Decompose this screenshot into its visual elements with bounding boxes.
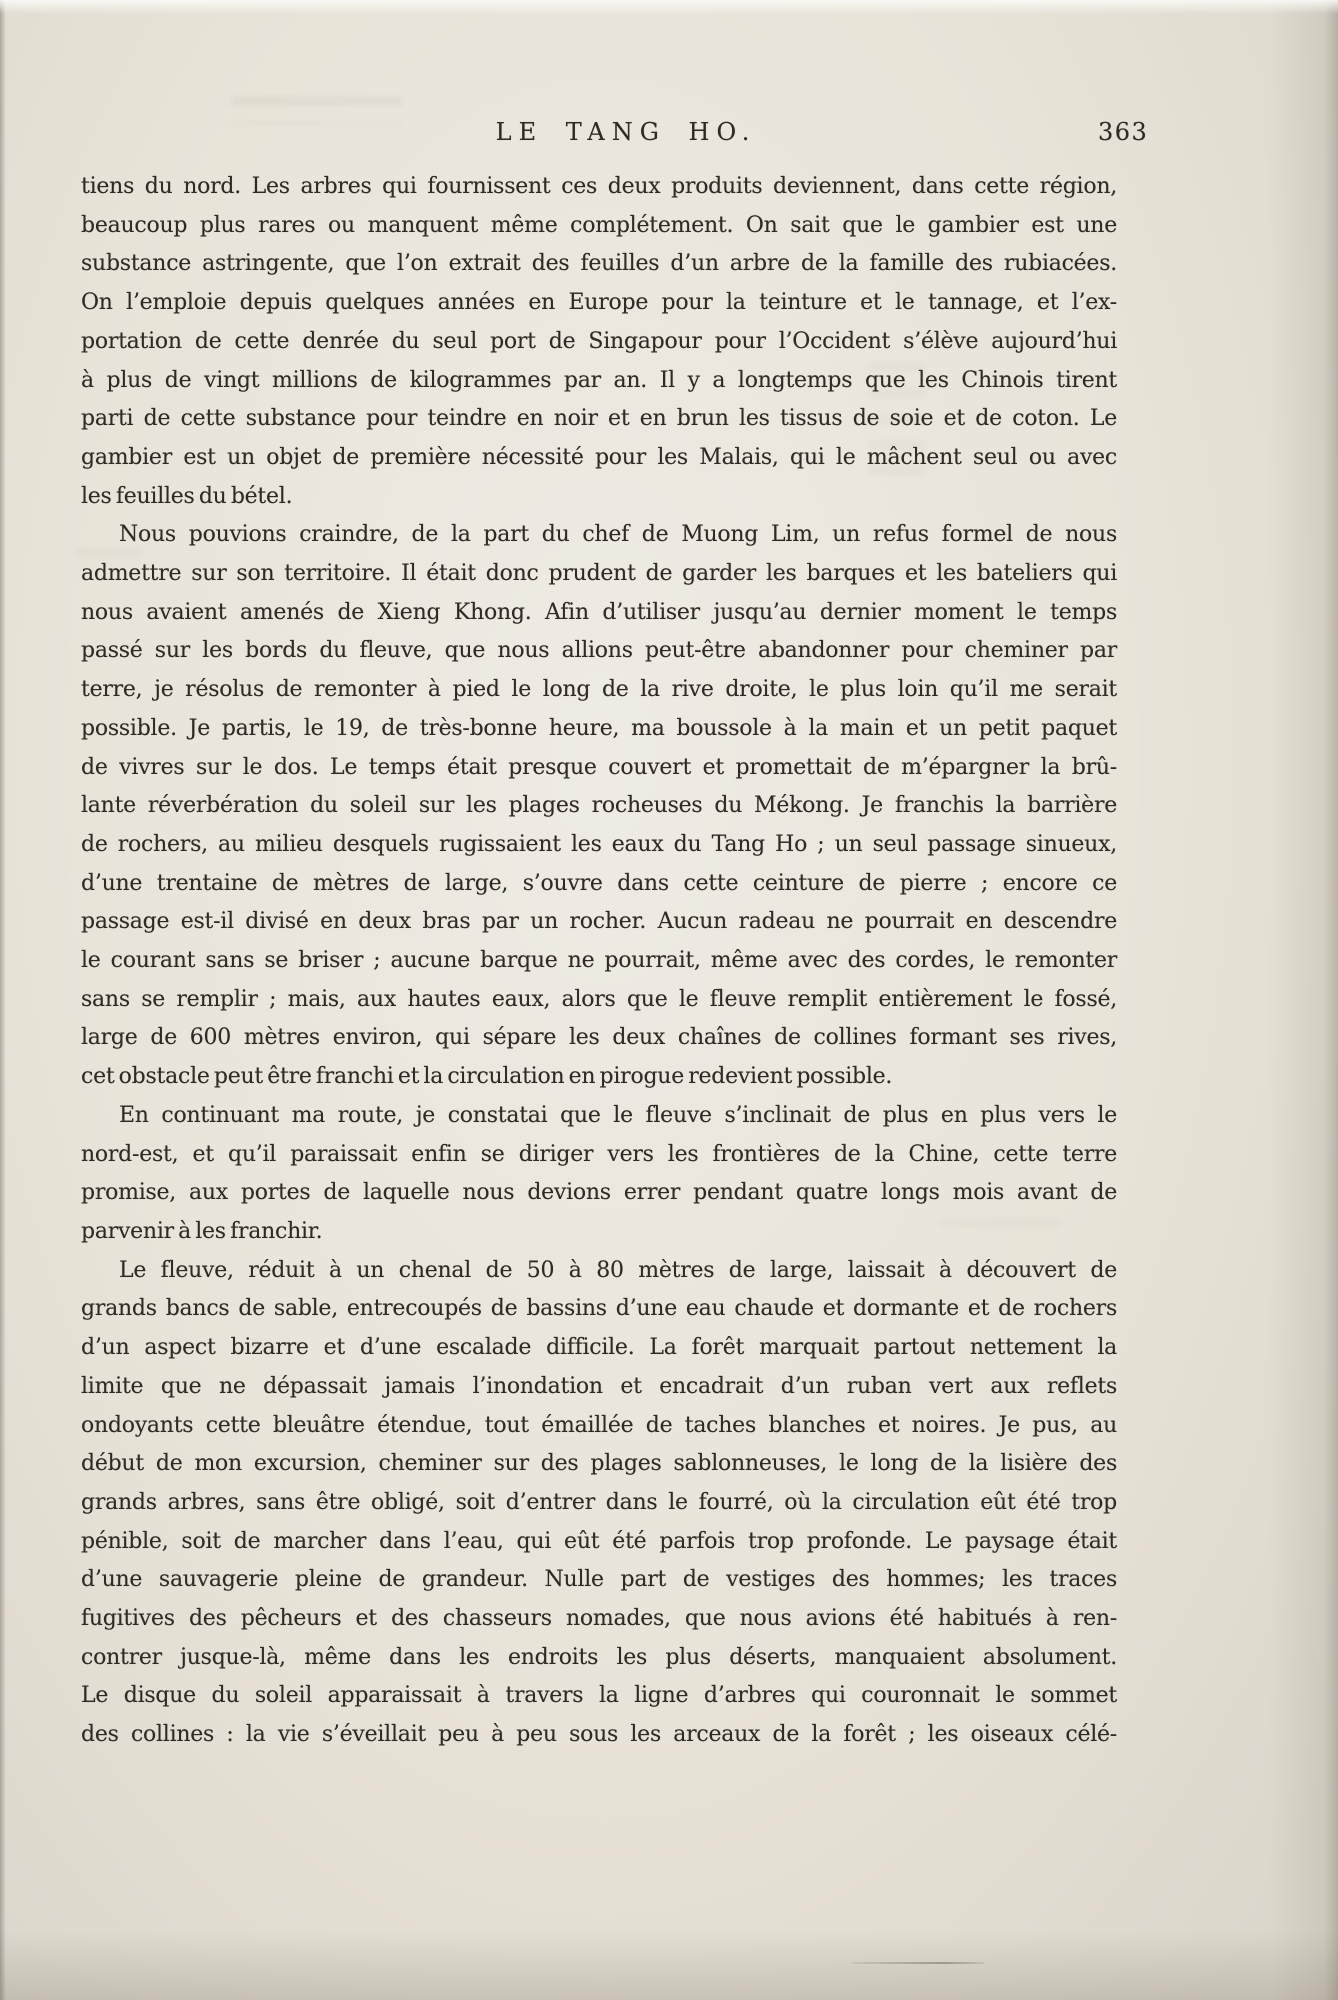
text-line: grands arbres, sans être obligé, soit d’entrer dans le fourré, où la circulation eût été trop — [81, 1489, 1117, 1515]
text-line: d’une sauvagerie pleine de grandeur. Nulle part de vestiges des hommes; les traces — [81, 1567, 1117, 1593]
paragraph — [81, 168, 1117, 516]
text-line: promise, aux portes de laquelle nous devions errer pendant quatre longs mois avant de — [81, 1180, 1117, 1206]
paragraph — [81, 516, 1117, 1097]
text-line: portation de cette denrée du seul port de Singapour pour l’Occident s’élève aujourd’hui — [81, 328, 1117, 354]
bleed-through-ghost — [868, 362, 926, 480]
text-line: d’un aspect bizarre et d’une escalade difficile. La forêt marquait partout nettement la — [81, 1335, 1117, 1361]
text-line: passage est-il divisé en deux bras par un rocher. Aucun radeau ne pourrait en descendre — [81, 909, 1117, 935]
text-line: En continuant ma route, je constatai que le fleuve s’inclinait de plus en plus vers le — [119, 1102, 1117, 1128]
text-line: fugitives des pêcheurs et des chasseurs nomades, que nous avions été habitués à ren- — [81, 1606, 1117, 1632]
text-line: à plus de vingt millions de kilogrammes par an. Il y a longtemps que les Chinois tirent — [81, 367, 1117, 393]
text-line: large de 600 mètres environ, qui sépare les deux chaînes de collines formant ses rives, — [81, 1025, 1117, 1051]
scan-artifact-dash — [852, 1962, 984, 1964]
text-line: grands bancs de sable, entrecoupés de bassins d’une eau chaude et dormante et de rochers — [81, 1296, 1117, 1322]
text-line: contrer jusque-là, même dans les endroits les plus déserts, manquaient absolument. — [81, 1644, 1117, 1670]
text-line: On l’emploie depuis quelques années en Europe pour la teinture et le tannage, et l’ex- — [81, 290, 1117, 316]
text-line: Nous pouvions craindre, de la part du chef de Muong Lim, un refus formel de nous — [119, 522, 1117, 548]
bleed-through-ghost — [76, 548, 142, 572]
text-line: de vivres sur le dos. Le temps était presque couvert et promettait de m’épargner la brû- — [81, 754, 1117, 780]
text-line: passé sur les bords du fleuve, que nous allions peut-être abandonner pour cheminer par — [81, 638, 1117, 664]
text-line: Le disque du soleil apparaissait à travers la ligne d’arbres qui couronnait le sommet — [81, 1683, 1117, 1709]
page-number: 363 — [1098, 118, 1149, 146]
text-line: parti de cette substance pour teindre en noir et en brun les tissus de soie et de coton. Le — [81, 406, 1117, 432]
text-line: le courant sans se briser ; aucune barque ne pourrait, même avec des cordes, le remonter — [81, 948, 1117, 974]
text-line: nous avaient amenés de Xieng Khong. Afin d’utiliser jusqu’au dernier moment le temps — [81, 599, 1117, 625]
text-line: possible. Je partis, le 19, de très-bonne heure, ma boussole à la main et un petit paquet — [81, 715, 1117, 741]
text-line: de rochers, au milieu desquels rugissaient les eaux du Tang Ho ; un seul passage sinueux, — [81, 831, 1117, 857]
text-line: beaucoup plus rares ou manquent même complétement. On sait que le gambier est une — [81, 212, 1117, 238]
text-line: terre, je résolus de remonter à pied le long de la rive droite, le plus loin qu’il me serait — [81, 677, 1117, 703]
text-line: d’une trentaine de mètres de large, s’ouvre dans cette ceinture de pierre ; encore ce — [81, 870, 1117, 896]
text-line: des collines : la vie s’éveillait peu à peu sous les arceaux de la forêt ; les oiseaux célé- — [81, 1722, 1117, 1748]
text-line: tiens du nord. Les arbres qui fournissent ces deux produits deviennent, dans cette région, — [81, 174, 1117, 199]
bleed-through-ghost — [940, 1218, 1060, 1244]
page-body — [81, 168, 1117, 1755]
running-title: LE TANG HO. — [495, 118, 757, 146]
text-line: ondoyants cette bleuâtre étendue, tout émaillée de taches blanches et noires. Je pus, au — [81, 1412, 1117, 1438]
bleed-through-ghost — [232, 96, 402, 124]
text-line: sans se remplir ; mais, aux hautes eaux, alors que le fleuve remplit entièrement le fossé, — [81, 986, 1117, 1012]
text-line: les feuilles du bétel. — [81, 483, 293, 509]
text-line: gambier est un objet de première nécessité pour les Malais, qui le mâchent seul ou avec — [81, 444, 1117, 470]
text-line: début de mon excursion, cheminer sur des plages sablonneuses, le long de la lisière des — [81, 1451, 1117, 1477]
text-line: nord-est, et qu’il paraissait enfin se diriger vers les frontières de la Chine, cette terre — [81, 1141, 1117, 1167]
text-line: lante réverbération du soleil sur les plages rocheuses du Mékong. Je franchis la barrière — [81, 793, 1117, 819]
text-line: substance astringente, que l’on extrait des feuilles d’un arbre de la famille des rubiacées. — [81, 251, 1117, 277]
paragraph — [81, 1252, 1117, 1755]
text-line: limite que ne dépassait jamais l’inondation et encadrait d’un ruban vert aux reflets — [81, 1373, 1117, 1399]
text-line: Le fleuve, réduit à un chenal de 50 à 80 mètres de large, laissait à découvert de — [119, 1257, 1117, 1283]
text-line: parvenir à les franchir. — [81, 1218, 323, 1244]
text-line: admettre sur son territoire. Il était donc prudent de garder les barques et les bateliers qui — [81, 561, 1117, 587]
text-line: cet obstacle peut être franchi et la circulation en pirogue redevient possible. — [81, 1064, 893, 1090]
text-line: pénible, soit de marcher dans l’eau, qui eût été parfois trop profonde. Le paysage était — [81, 1528, 1117, 1554]
